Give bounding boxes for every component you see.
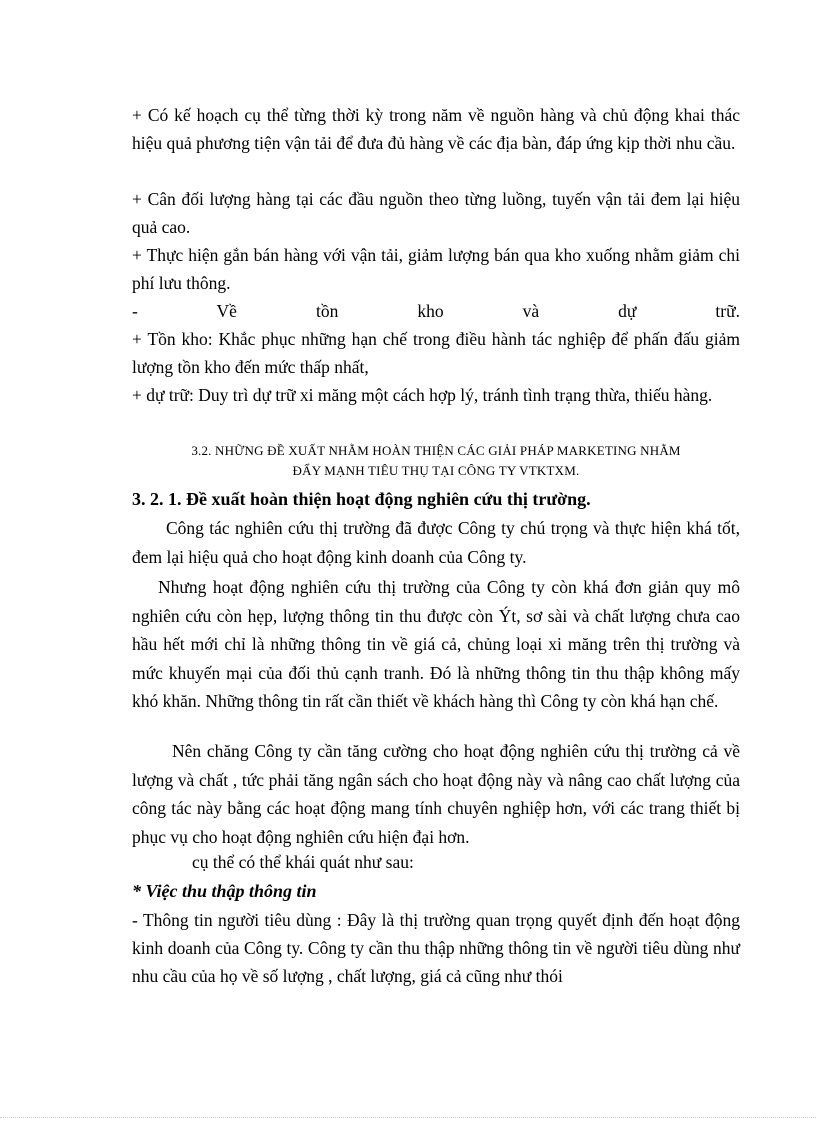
research-paragraph-1: Công tác nghiên cứu thị trường đã được Công ty chú trọng và thực hiện khá tốt, đem lại hiệu quả cho hoạt động kinh doanh của Công ty.	[132, 518, 740, 567]
consumer-info-paragraph: - Thông tin người tiêu dùng : Đây là thị trường quan trọng quyết định đến hoạt động kinh doanh của Công ty. Công ty cần thu thập những thông tin về người tiêu dùng như nhu cầu của họ về số lượng , chất lượng, giá cả cũng như thói	[132, 910, 740, 986]
research-paragraph-4: cụ thể có thể khái quát như sau:	[192, 852, 414, 872]
chapter-heading	[132, 441, 740, 481]
plan-paragraph: + Có kế hoạch cụ thể từng thời kỳ trong năm về nguồn hàng và chủ động khai thác hiệu quả phương tiện vận tải để đưa đủ hàng về các địa bàn, đáp ứng kịp thời nhu cầu.	[132, 105, 740, 153]
section-title: 3. 2. 1. Đề xuất hoàn thiện hoạt động nghiên cứu thị trường.	[132, 489, 591, 509]
balance-paragraph: + Cân đối lượng hàng tại các đầu nguồn theo từng luồng, tuyến vận tải đem lại hiệu quả cao.	[132, 189, 740, 237]
page-bottom-divider	[0, 1117, 816, 1118]
info-collection-title: * Việc thu thập thông tin	[132, 881, 317, 901]
sales-transport-paragraph: + Thực hiện gắn bán hàng với vận tải, giảm lượng bán qua kho xuống nhằm giảm chi phí lưu thông.	[132, 245, 740, 293]
research-paragraph-3: Nên chăng Công ty cần tăng cường cho hoạt động nghiên cứu thị trường cả về lượng và chất , tức phải tăng ngân sách cho hoạt động này và nâng cao chất lượng của công tác này bằng các hoạt động mang tính chuyên nghiệp hơn, với các trang thiết bị phục vụ cho hoạt động nghiên cứu hiện đại hơn.	[132, 741, 740, 847]
inventory-paragraph: + Tồn kho: Khắc phục những hạn chế trong điều hành tác nghiệp để phấn đấu giảm lượng tồn kho đến mức thấp nhất,	[132, 329, 740, 377]
research-paragraph-2: Nhưng hoạt động nghiên cứu thị trường của Công ty còn khá đơn giản quy mô nghiên cứu còn hẹp, lượng thông tin thu được còn Ýt, sơ sài và chất lượng chưa cao hầu hết mới chỉ là những thông tin về giá cả, chủng loại xi măng trên thị trường và mức khuyến mại của đối thủ cạnh tranh. Đó là những thông tin thu thập không mấy khó khăn. Những thông tin rất cần thiết về khách hàng thì Công ty còn khá hạn chế.	[132, 577, 740, 711]
inventory-heading: - Về tồn kho và dự trữ.	[132, 301, 740, 321]
reserve-paragraph: + dự trữ: Duy trì dự trữ xi măng một cách hợp lý, tránh tình trạng thừa, thiếu hàng.	[132, 385, 713, 405]
chapter-heading-line-1: 3.2. NHỮNG ĐỀ XUẤT NHẰM HOÀN THIỆN CÁC GIẢI PHÁP MARKETING NHẰM	[191, 443, 681, 458]
chapter-heading-line-2: ĐẨY MẠNH TIÊU THỤ TẠI CÔNG TY VTKTXM.	[292, 463, 580, 478]
